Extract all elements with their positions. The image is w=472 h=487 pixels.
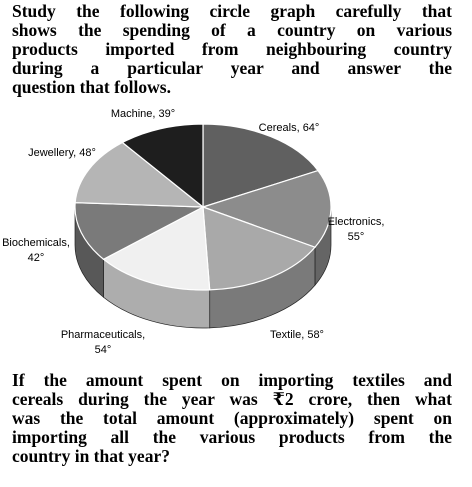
slice-label-machine: [111, 108, 175, 120]
slice-label-textile: [270, 329, 324, 341]
slice-label-jewellery: [28, 147, 96, 159]
slice-label-line: Machine, 39°: [110, 108, 176, 120]
intro-line: Study the following circle graph carefully that: [12, 1, 452, 21]
slice-label-electronics: [328, 216, 385, 243]
intro-line: question that follows.: [12, 77, 171, 97]
slice-label-biochemicals: [2, 237, 70, 264]
intro-line: during a particular year and answer the: [12, 58, 452, 78]
slice-label-line: Textile, 58°: [270, 329, 324, 341]
question-line: was the total amount (approximately) spent on: [12, 408, 452, 428]
slice-label-line: Electronics,: [327, 216, 385, 228]
question-line: cereals during the year was ₹2 crore, then what: [12, 389, 452, 409]
slice-label-line: 55°: [347, 231, 365, 243]
slice-label-line: Cereals, 64°: [258, 122, 320, 134]
question-line: If the amount spent on importing textiles and: [12, 370, 452, 390]
slice-label-line: 42°: [27, 252, 45, 264]
slice-label-line: 54°: [94, 344, 112, 356]
slice-label-line: Biochemicals,: [2, 237, 70, 249]
intro-line: shows the spending of a country on various: [12, 20, 452, 40]
slice-label-line: Pharmaceuticals,: [60, 329, 146, 341]
question-line: country in that year?: [12, 446, 170, 466]
pie-top: [75, 124, 331, 290]
pie-chart: [0, 100, 472, 368]
intro-line: products imported from neighbouring country: [12, 39, 452, 59]
question-line: importing all the various products from the: [12, 427, 452, 447]
slice-label-pharmaceuticals: [61, 329, 145, 356]
slice-label-line: Jewellery, 48°: [28, 147, 96, 159]
slice-label-cereals: [259, 122, 320, 134]
